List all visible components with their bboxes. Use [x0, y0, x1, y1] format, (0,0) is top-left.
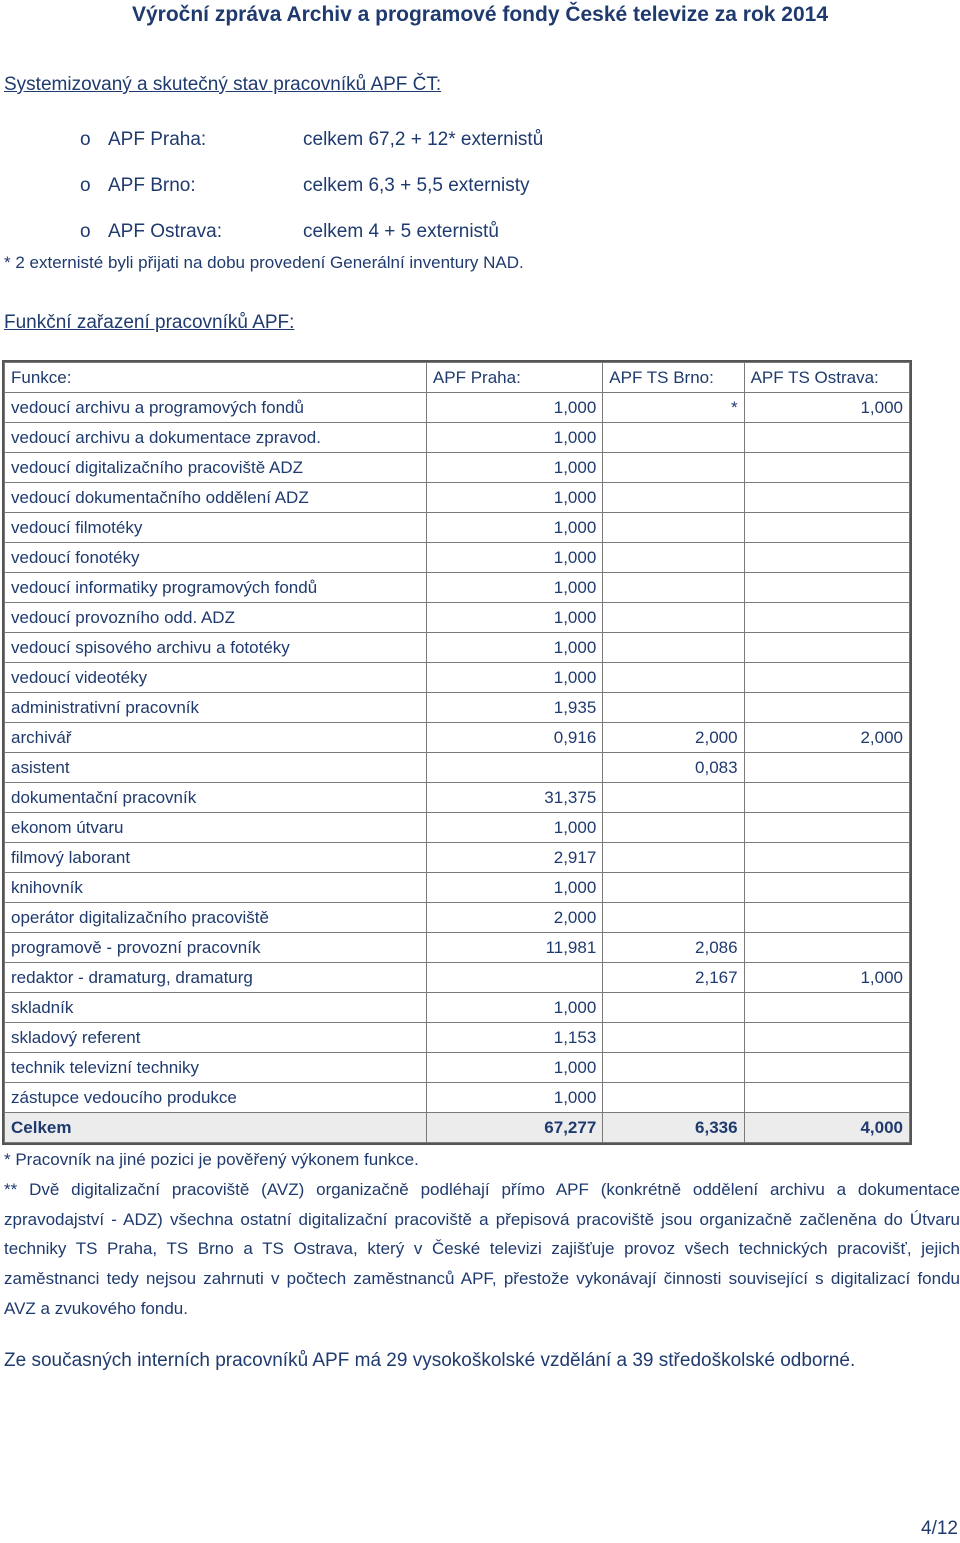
- function-name-cell: vedoucí filmotéky: [5, 513, 427, 543]
- staff-list: [0, 125, 960, 263]
- function-name-cell: vedoucí dokumentačního oddělení ADZ: [5, 483, 427, 513]
- value-cell: [603, 513, 744, 543]
- value-cell: 1,000: [426, 993, 602, 1023]
- value-cell: [744, 663, 909, 693]
- value-cell: [744, 423, 909, 453]
- value-cell: [603, 663, 744, 693]
- value-cell: [744, 783, 909, 813]
- value-cell: 1,153: [426, 1023, 602, 1053]
- table-row: [5, 633, 910, 663]
- value-cell: 1,000: [426, 393, 602, 423]
- value-cell: [744, 573, 909, 603]
- function-table: [4, 362, 910, 1143]
- value-cell: [744, 483, 909, 513]
- header-cell-brno: APF TS Brno:: [603, 363, 744, 393]
- staff-value: celkem 6,3 + 5,5 externisty: [303, 175, 530, 196]
- bullet-icon: o: [80, 175, 91, 196]
- value-cell: 1,000: [426, 453, 602, 483]
- function-name-cell: knihovník: [5, 873, 427, 903]
- value-cell: [603, 873, 744, 903]
- page-header: Výroční zpráva Archiv a programové fondy České televize za rok 2014: [131, 3, 829, 26]
- staff-value: celkem 4 + 5 externistů: [303, 221, 499, 242]
- value-cell: 31,375: [426, 783, 602, 813]
- value-cell: [603, 1023, 744, 1053]
- value-cell: 1,000: [426, 873, 602, 903]
- bullet-icon: o: [80, 221, 91, 242]
- value-cell: 1,000: [426, 543, 602, 573]
- footnotes: [4, 1145, 960, 1324]
- value-cell: [744, 1023, 909, 1053]
- bullet-icon: o: [80, 129, 91, 150]
- value-cell: [744, 1053, 909, 1083]
- staff-row-brno: [0, 171, 960, 217]
- function-name-cell: filmový laborant: [5, 843, 427, 873]
- value-cell: [744, 693, 909, 723]
- function-name-cell: administrativní pracovník: [5, 693, 427, 723]
- value-cell: [603, 813, 744, 843]
- total-label-cell: Celkem: [5, 1113, 427, 1143]
- total-row: [5, 1113, 910, 1143]
- header-cell-praha: APF Praha:: [426, 363, 602, 393]
- value-cell: [603, 573, 744, 603]
- table-row: [5, 543, 910, 573]
- table-row: [5, 723, 910, 753]
- value-cell: [603, 1053, 744, 1083]
- value-cell: 1,935: [426, 693, 602, 723]
- value-cell: [744, 1083, 909, 1113]
- value-cell: [603, 453, 744, 483]
- total-value-cell: 4,000: [744, 1113, 909, 1143]
- table-row: [5, 933, 910, 963]
- table-header-row: [5, 363, 910, 393]
- table-row: [5, 1023, 910, 1053]
- function-name-cell: skladník: [5, 993, 427, 1023]
- value-cell: [603, 633, 744, 663]
- value-cell: *: [603, 393, 744, 423]
- table-row: [5, 663, 910, 693]
- staff-row-praha: [0, 125, 960, 171]
- value-cell: [603, 843, 744, 873]
- value-cell: [603, 603, 744, 633]
- value-cell: 1,000: [426, 663, 602, 693]
- staff-value: celkem 67,2 + 12* externistů: [303, 129, 544, 150]
- value-cell: [744, 453, 909, 483]
- table-row: [5, 693, 910, 723]
- table-row: [5, 453, 910, 483]
- value-cell: 11,981: [426, 933, 602, 963]
- value-cell: 1,000: [426, 603, 602, 633]
- table-row: [5, 873, 910, 903]
- function-name-cell: vedoucí informatiky programových fondů: [5, 573, 427, 603]
- function-name-cell: zástupce vedoucího produkce: [5, 1083, 427, 1113]
- value-cell: 2,000: [744, 723, 909, 753]
- value-cell: 1,000: [426, 633, 602, 663]
- value-cell: 1,000: [744, 393, 909, 423]
- value-cell: [744, 933, 909, 963]
- total-value-cell: 67,277: [426, 1113, 602, 1143]
- table-row: [5, 483, 910, 513]
- value-cell: [603, 783, 744, 813]
- table-row: [5, 1053, 910, 1083]
- value-cell: [744, 603, 909, 633]
- value-cell: 2,000: [603, 723, 744, 753]
- function-name-cell: operátor digitalizačního pracoviště: [5, 903, 427, 933]
- value-cell: [744, 753, 909, 783]
- staff-place: APF Brno:: [108, 175, 196, 196]
- value-cell: [744, 813, 909, 843]
- table-row: [5, 993, 910, 1023]
- closing-statement: Ze současných interních pracovníků APF má 29 vysokoškolské vzdělání a 39 středoškolské odborné.: [4, 1350, 856, 1371]
- value-cell: 0,916: [426, 723, 602, 753]
- function-name-cell: vedoucí archivu a programových fondů: [5, 393, 427, 423]
- table-row: [5, 753, 910, 783]
- value-cell: 0,083: [603, 753, 744, 783]
- function-name-cell: archivář: [5, 723, 427, 753]
- value-cell: [744, 903, 909, 933]
- value-cell: 1,000: [426, 423, 602, 453]
- function-name-cell: dokumentační pracovník: [5, 783, 427, 813]
- value-cell: 1,000: [426, 1053, 602, 1083]
- value-cell: 1,000: [426, 1083, 602, 1113]
- value-cell: [744, 873, 909, 903]
- function-name-cell: programově - provozní pracovník: [5, 933, 427, 963]
- table-row: [5, 1083, 910, 1113]
- function-name-cell: ekonom útvaru: [5, 813, 427, 843]
- value-cell: [603, 1083, 744, 1113]
- function-name-cell: technik televizní techniky: [5, 1053, 427, 1083]
- value-cell: 2,167: [603, 963, 744, 993]
- value-cell: [603, 543, 744, 573]
- value-cell: 1,000: [426, 513, 602, 543]
- table-row: [5, 513, 910, 543]
- header-cell-ostrava: APF TS Ostrava:: [744, 363, 909, 393]
- staff-section-title: Systemizovaný a skutečný stav pracovníků APF ČT:: [4, 74, 442, 95]
- function-name-cell: vedoucí archivu a dokumentace zpravod.: [5, 423, 427, 453]
- function-name-cell: vedoucí fonotéky: [5, 543, 427, 573]
- function-name-cell: skladový referent: [5, 1023, 427, 1053]
- value-cell: [744, 993, 909, 1023]
- footnote-1: * Pracovník na jiné pozici je pověřený výkonem funkce.: [4, 1150, 419, 1169]
- value-cell: 1,000: [426, 813, 602, 843]
- staff-place: APF Praha:: [108, 129, 207, 150]
- page-number: 4/12: [921, 1518, 958, 1539]
- value-cell: [603, 903, 744, 933]
- table-row: [5, 903, 910, 933]
- function-name-cell: vedoucí provozního odd. ADZ: [5, 603, 427, 633]
- table-row: [5, 783, 910, 813]
- table-row: [5, 963, 910, 993]
- function-section-title: Funkční zařazení pracovníků APF:: [4, 312, 295, 333]
- value-cell: 2,000: [426, 903, 602, 933]
- table-row: [5, 843, 910, 873]
- value-cell: [603, 423, 744, 453]
- value-cell: [426, 963, 602, 993]
- table-row: [5, 573, 910, 603]
- table-row: [5, 603, 910, 633]
- value-cell: 2,086: [603, 933, 744, 963]
- table-row: [5, 393, 910, 423]
- value-cell: 1,000: [426, 573, 602, 603]
- header-cell-function: Funkce:: [5, 363, 427, 393]
- value-cell: [744, 543, 909, 573]
- staff-note: * 2 externisté byli přijati na dobu provedení Generální inventury NAD.: [4, 253, 524, 272]
- value-cell: 1,000: [744, 963, 909, 993]
- value-cell: 2,917: [426, 843, 602, 873]
- value-cell: [744, 633, 909, 663]
- value-cell: [744, 513, 909, 543]
- value-cell: 1,000: [426, 483, 602, 513]
- value-cell: [603, 993, 744, 1023]
- staff-place: APF Ostrava:: [108, 221, 223, 242]
- table-row: [5, 423, 910, 453]
- function-name-cell: asistent: [5, 753, 427, 783]
- value-cell: [603, 483, 744, 513]
- total-value-cell: 6,336: [603, 1113, 744, 1143]
- value-cell: [603, 693, 744, 723]
- value-cell: [744, 843, 909, 873]
- function-name-cell: vedoucí videotéky: [5, 663, 427, 693]
- table-row: [5, 813, 910, 843]
- function-name-cell: vedoucí digitalizačního pracoviště ADZ: [5, 453, 427, 483]
- function-name-cell: redaktor - dramaturg, dramaturg: [5, 963, 427, 993]
- footnote-2: ** Dvě digitalizační pracoviště (AVZ) organizačně podléhají přímo APF (konkrétně oddělení archivu a dokumentace zpravodajství - ADZ) všechna ostatní digitalizační pracoviště a přepisová pracoviště jsou organizačně začleněna do Útvaru techniky TS Praha, TS Brno a TS Ostrava, který v České televizi zajišťuje provoz všech technických pracovišť, jejich zaměstnanci tedy nejsou zahrnuti v počtech zaměstnanců APF, přestože vykonávají činnosti související s digitalizací fondu AVZ a zvukového fondu.: [4, 1179, 960, 1318]
- value-cell: [426, 753, 602, 783]
- function-name-cell: vedoucí spisového archivu a fototéky: [5, 633, 427, 663]
